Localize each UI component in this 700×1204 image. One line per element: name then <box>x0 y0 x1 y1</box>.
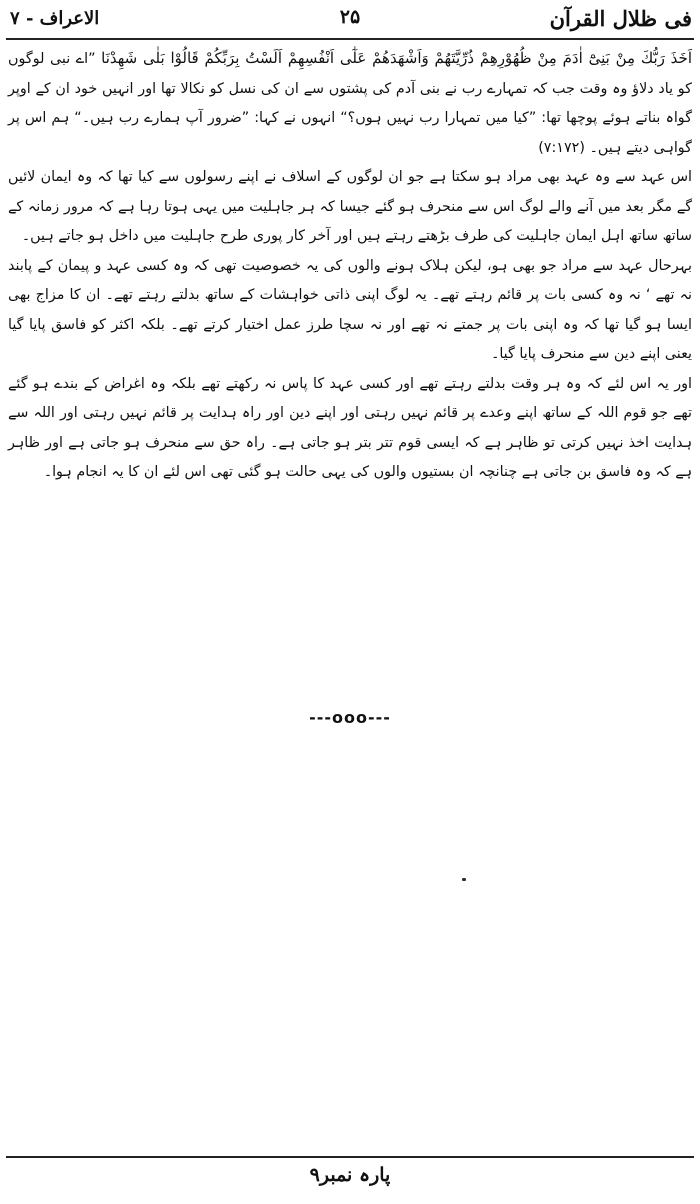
commentary-paragraph: بہرحال عہد سے مراد جو بھی ہو، لیکن ہلاک ہونے والوں کی یہ خصوصیت تھی کہ وہ کسی عہد و پیمان کے پابند نہ تھے ‘ نہ وہ کسی بات پر قائم رہتے تھے۔ یہ لوگ اپنی ذاتی خواہشات کے ساتھ بدلتے رہتے تھے۔ ان کا مزاج بھی ایسا ہو گیا تھا کہ وہ اپنی بات پر جمتے نہ تھے اور نہ سچا طرز عمل اختیار کرتے تھے۔ بلکہ اکثر کو فاسق پایا گیا یعنی اپنے دین سے منحرف پایا گیا۔ <box>8 257 692 362</box>
verse-paragraph <box>8 44 692 163</box>
book-title: فی ظلال القرآن <box>549 6 692 31</box>
page-body <box>8 44 692 488</box>
commentary-paragraph: اور یہ اس لئے کہ وہ ہر وقت بدلتے رہتے تھے اور کسی عہد کا پاس نہ رکھتے تھے بلکہ وہ اغراض کے بندے ہو گئے تھے جو قوم اللہ کے ساتھ اپنے وعدے پر قائم نہیں رہتی اور اپنے دین اور راہ ہدایت پر قائم نہیں رہتی اور اللہ سے ہدایت اخذ نہیں کرتی تو ظاہر ہے کہ ایسی قوم تتر بتر ہو جاتی ہے۔ راہ حق سے منحرف ہو جاتی ہے اور ظاہر ہے کہ وہ فاسق بن جاتی ہے چنانچہ ان بستیوں والوں کی یہی حالت ہو گئی تھی اس لئے ان کا یہ انجام ہوا۔ <box>8 375 692 480</box>
page-header <box>6 4 694 40</box>
section-separator: ---ooo--- <box>309 708 391 727</box>
page-number: ۲۵ <box>339 6 361 28</box>
quran-verse: اَخَذَ رَبُّكَ مِنْ بَنِیْٓ اٰدَمَ مِنْ ظُهُوْرِهِمْ ذُرِّیَّتَهُمْ وَاَشْهَدَهُمْ عَلٰٓى اَنْفُسِهِمْ اَلَسْتُ بِرَبِّكُمْ قَالُوْا بَلٰى شَهِدْنَا <box>101 49 692 67</box>
surah-label: الاعراف - ۷ <box>10 8 100 29</box>
footer-divider <box>6 1156 694 1158</box>
verse-translation: ”اے نبی لوگوں کو یاد دلاؤ وہ وقت جب کہ تمہارے رب نے بنی آدم کی پشتوں سے ان کی نسل کو نکالا تھا اور انہیں خود ان کے اوپر گواہ بناتے ہوئے پوچھا تھا: ”کیا میں تمہارا رب نہیں ہوں؟“ انہوں نے کہا: ”ضرور آپ ہمارے رب ہیں۔“ ہم اس پر گواہی دیتے ہیں۔ (۷:۱۷۲) <box>8 51 692 156</box>
print-speck <box>462 878 466 881</box>
part-number-footer: پارہ نمبر۹ <box>309 1164 391 1186</box>
commentary-paragraph: اس عہد سے وہ عہد بھی مراد ہو سکتا ہے جو ان لوگوں کے اسلاف نے اپنے رسولوں سے کیا تھا کہ وہ ایمان لائیں گے مگر بعد میں آنے والے لوگ اس سے منحرف ہو گئے جیسا کہ ہر جاہلیت میں یہی ہوتا رہا ہے کہ مرور زمانہ کے ساتھ ساتھ اہل ایمان جاہلیت کی طرف بڑھتے رہتے ہیں اور آخر کار پوری طرح جاہلیت میں داخل ہو جاتے ہیں۔ <box>8 169 692 244</box>
